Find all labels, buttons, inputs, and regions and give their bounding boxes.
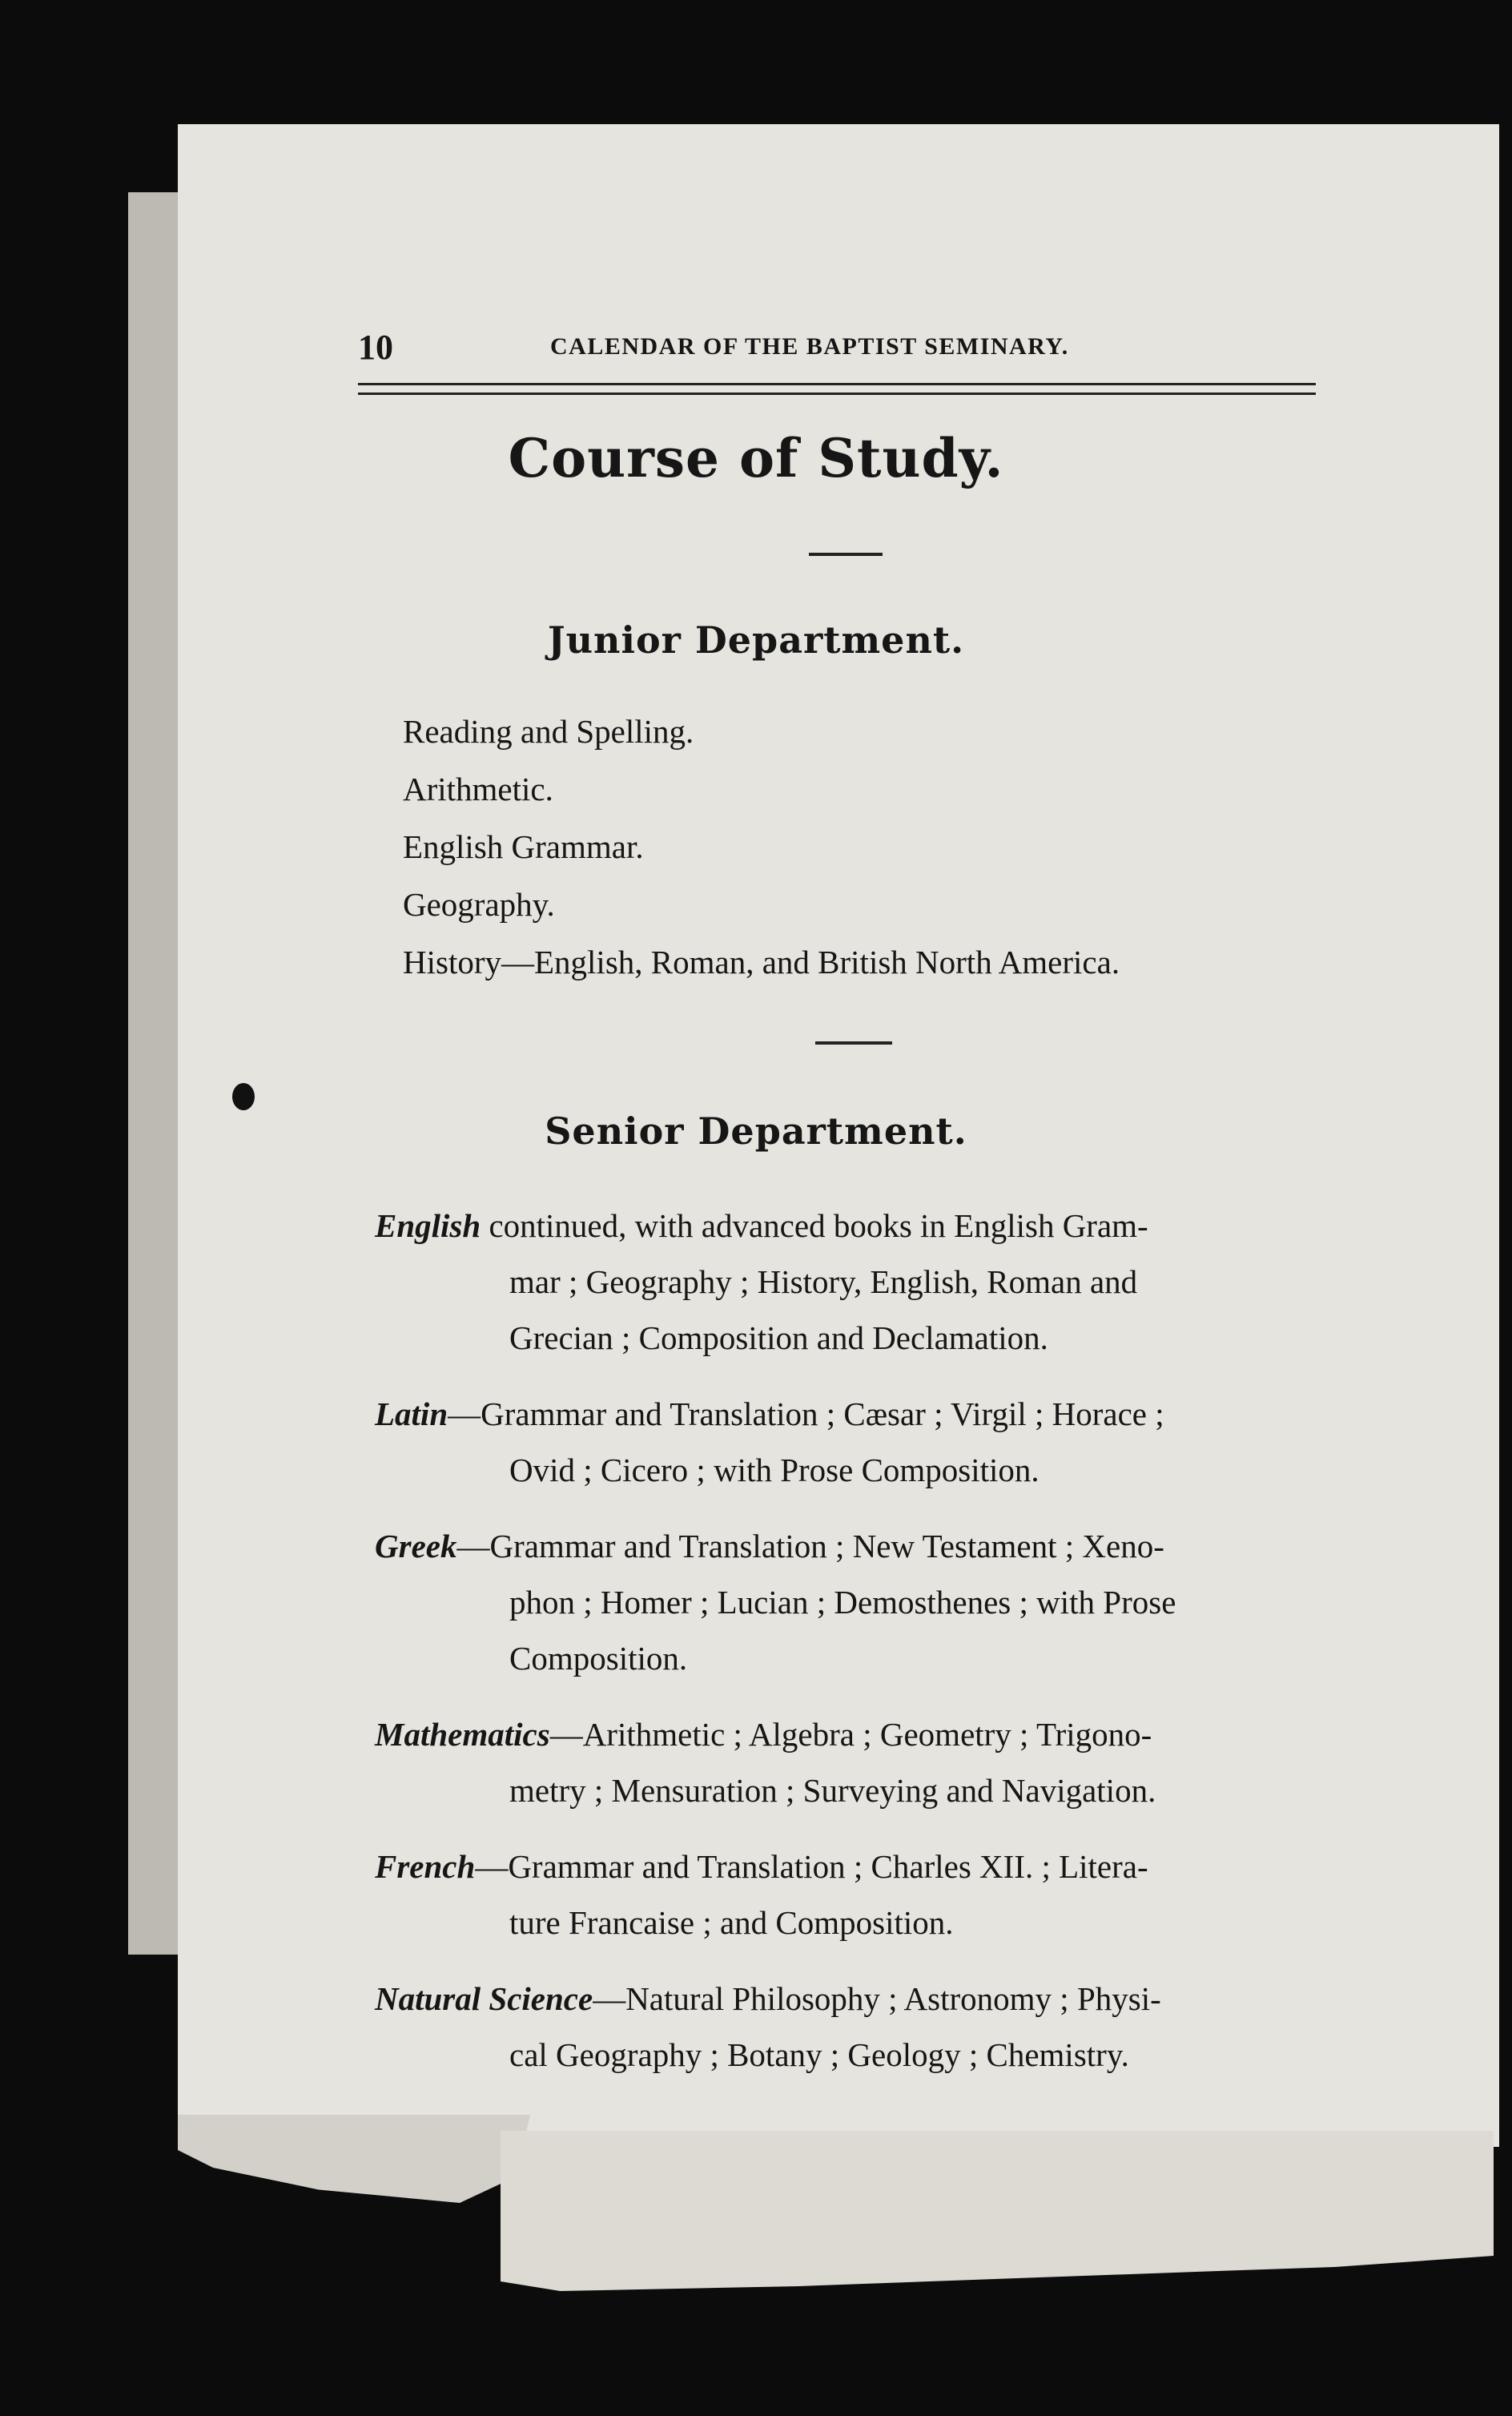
list-item: Geography. xyxy=(403,886,555,923)
entry-line: Ovid ; Cicero ; with Prose Composition. xyxy=(509,1452,1040,1488)
running-header xyxy=(358,327,1207,367)
list-item: Arithmetic. xyxy=(403,771,553,807)
section-divider xyxy=(815,1041,892,1045)
junior-course-list xyxy=(403,703,1120,991)
subject-name: Natural Science xyxy=(375,1980,593,2017)
page-number: 10 xyxy=(358,328,393,367)
entry-line: metry ; Mensuration ; Surveying and Navigation. xyxy=(509,1772,1156,1809)
senior-department-heading: Senior Department. xyxy=(545,1109,967,1153)
course-entry-french xyxy=(375,1838,1361,1951)
entry-line: —Grammar and Translation ; Charles XII. ; Litera- xyxy=(475,1848,1148,1885)
entry-line: continued, with advanced books in English Gram- xyxy=(481,1207,1148,1244)
list-item: English Grammar. xyxy=(403,828,644,865)
entry-line: —Grammar and Translation ; New Testament ; Xeno- xyxy=(456,1528,1164,1564)
header-double-rule xyxy=(358,383,1316,395)
entry-line: —Natural Philosophy ; Astronomy ; Physi- xyxy=(593,1980,1161,2017)
entry-line: Composition. xyxy=(509,1640,688,1677)
course-entry-mathematics xyxy=(375,1706,1361,1818)
subject-name: French xyxy=(375,1848,476,1885)
ink-spot xyxy=(232,1083,255,1110)
section-divider xyxy=(809,553,883,556)
course-entry-latin xyxy=(375,1386,1361,1498)
subject-name: Latin xyxy=(375,1395,448,1432)
senior-course-list xyxy=(375,1198,1361,2103)
course-entry-greek xyxy=(375,1518,1361,1686)
subject-name: Greek xyxy=(375,1528,457,1564)
page-title: Course of Study. xyxy=(508,427,1004,489)
entry-line: —Grammar and Translation ; Cæsar ; Virgil ; Horace ; xyxy=(448,1395,1164,1432)
torn-corner xyxy=(178,2115,530,2203)
list-item: Reading and Spelling. xyxy=(403,713,694,750)
entry-line: phon ; Homer ; Lucian ; Demosthenes ; with Prose xyxy=(509,1584,1176,1621)
torn-page-bottom xyxy=(501,2131,1494,2291)
entry-line: Grecian ; Composition and Declamation. xyxy=(509,1319,1048,1356)
running-header-title: CALENDAR OF THE BAPTIST SEMINARY. xyxy=(550,333,1069,360)
entry-line: —Arithmetic ; Algebra ; Geometry ; Trigono- xyxy=(549,1716,1152,1753)
course-entry-english xyxy=(375,1198,1361,1366)
subject-name: English xyxy=(375,1207,481,1244)
entry-line: cal Geography ; Botany ; Geology ; Chemistry. xyxy=(509,2036,1129,2073)
junior-department-heading: Junior Department. xyxy=(547,618,965,662)
subject-name: Mathematics xyxy=(375,1716,550,1753)
entry-line: mar ; Geography ; History, English, Roman and xyxy=(509,1263,1138,1300)
list-item: History—English, Roman, and British North America. xyxy=(403,944,1120,980)
course-entry-natural-science xyxy=(375,1971,1361,2083)
entry-line: ture Francaise ; and Composition. xyxy=(509,1904,954,1941)
